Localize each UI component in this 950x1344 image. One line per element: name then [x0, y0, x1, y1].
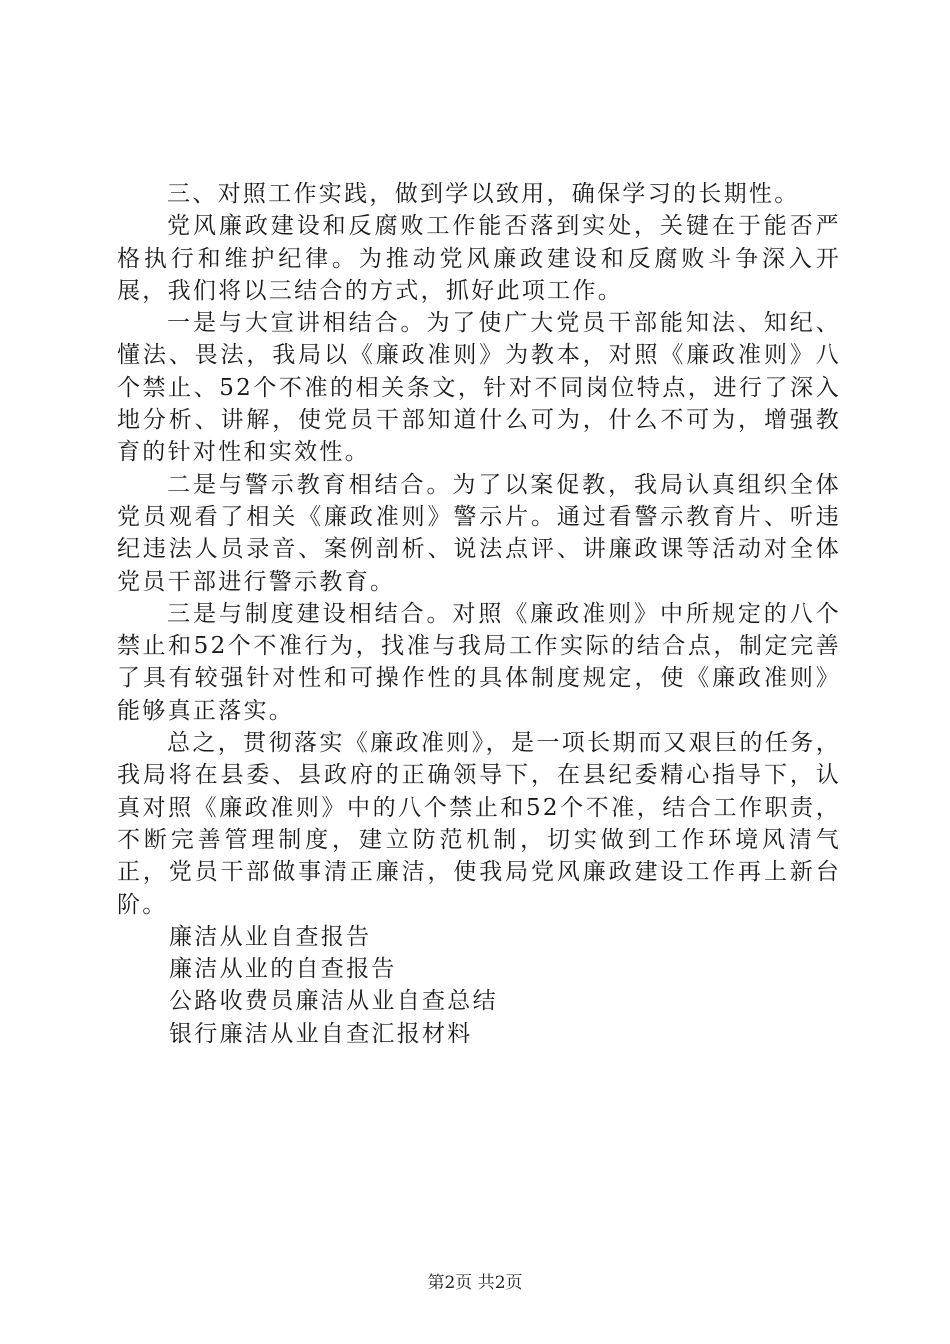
- related-link[interactable]: 廉洁从业的自查报告: [169, 956, 397, 983]
- paragraph-point-three: 三是与制度建设相结合。对照《廉政准则》中所规定的八个禁止和52个不准行为，找准与我局工作实际的结合点，制定完善了具有较强针对性和可操作性的具体制度规定，使《廉政准则》能够真正落实。: [117, 600, 841, 724]
- document-body: [117, 178, 841, 1050]
- related-link[interactable]: 公路收费员廉洁从业自查总结: [169, 988, 498, 1015]
- paragraph-point-two: 二是与警示教育相结合。为了以案促教，我局认真组织全体党员观看了相关《廉政准则》警示片。通过看警示教育片、听违纪违法人员录音、案例剖析、说法点评、讲廉政课等活动对全体党员干部进行警示教育。: [117, 471, 841, 595]
- section-heading: 三、对照工作实践，做到学以致用，确保学习的长期性。: [167, 181, 800, 207]
- paragraph-conclusion: 总之，贯彻落实《廉政准则》，是一项长期而又艰巨的任务，我局将在县委、县政府的正确领导下，在县纪委精心指导下，认真对照《廉政准则》中的八个禁止和52个不准，结合工作职责，不断完善管理制度，建立防范机制，切实做到工作环境风清气正，党员干部做事清正廉洁，使我局党风廉政建设工作再上新台阶。: [117, 730, 841, 918]
- paragraph-intro: 党风廉政建设和反腐败工作能否落到实处，关键在于能否严格执行和维护纪律。为推动党风廉政建设和反腐败斗争深入开展，我们将以三结合的方式，抓好此项工作。: [117, 213, 841, 304]
- related-links-list: [117, 921, 841, 1050]
- page-number-footer: 第2页 共2页: [427, 1273, 523, 1293]
- related-link[interactable]: 廉洁从业自查报告: [169, 923, 372, 950]
- related-link[interactable]: 银行廉洁从业自查汇报材料: [169, 1020, 473, 1047]
- paragraph-point-one: 一是与大宣讲相结合。为了使广大党员干部能知法、知纪、懂法、畏法，我局以《廉政准则》为教本，对照《廉政准则》八个禁止、52个不准的相关条文，针对不同岗位特点，进行了深入地分析、讲解，使党员干部知道什么可为，什么不可为，增强教育的针对性和实效性。: [117, 310, 841, 466]
